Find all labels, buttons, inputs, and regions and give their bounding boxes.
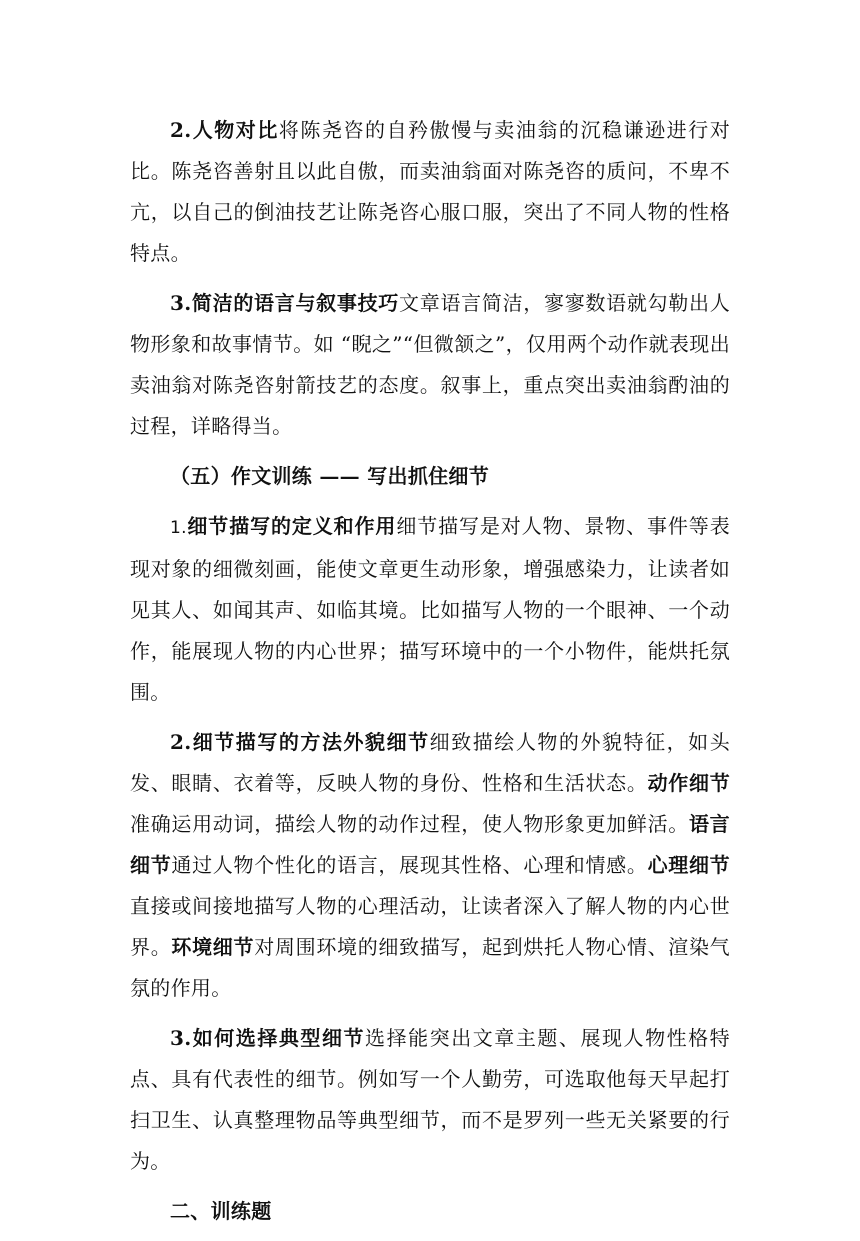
document-body <box>130 110 730 1241</box>
subtitle-action-detail: 动作细节 <box>647 771 731 795</box>
paragraph-title: 细节描写的定义和作用 <box>186 514 397 538</box>
paragraph-text: 细节描写是对人物、景物、事件等表现对象的细微刻画，能使文章更生动形象，增强感染力，让读者如见其人、如闻其声、如临其境。比如描写人物的一个眼神、一个动作，能展现人物的内心世界；描写环境中的一个小物件，能烘托氛围。 <box>130 514 730 704</box>
paragraph-text: 细致描绘人物的外貌特征，如头发、眼睛、衣着等，反映人物的身份、性格和生活状态。 <box>130 730 730 795</box>
subtitle-language-detail: 语言细节 <box>130 812 730 877</box>
paragraph-text: 将陈尧咨的自矜傲慢与卖油翁的沉稳谦逊进行对比。陈尧咨善射且以此自傲，而卖油翁面对陈尧咨的质问，不卑不亢，以自己的倒油技艺让陈尧咨心服口服，突出了不同人物的性格特点。 <box>130 118 730 265</box>
paragraph-title: 2.细节描写的方法外貌细节 <box>170 730 430 754</box>
paragraph-title: 2.人物对比 <box>170 118 279 142</box>
paragraph-text: 选择能突出文章主题、展现人物性格特点、具有代表性的细节。例如写一个人勤劳，可选取他每天早起打扫卫生、认真整理物品等典型细节，而不是罗列一些无关紧要的行为。 <box>130 1026 730 1173</box>
section-heading-training-questions: 二、训练题 <box>170 1199 272 1223</box>
paragraph-title: 3.简洁的语言与叙事技巧 <box>170 291 400 315</box>
paragraph-text: 通过人物个性化的语言，展现其性格、心理和情感。 <box>171 853 648 877</box>
paragraph-text: 对周围环境的细致描写，起到烘托人物心情、渲染气氛的作用。 <box>130 935 730 1000</box>
paragraph-text: 文章语言简洁，寥寥数语就勾勒出人物形象和故事情节。如 “睨之”“但微颔之”，仅用两个动作就表现出卖油翁对陈尧咨射箭技艺的态度。叙事上，重点突出卖油翁酌油的过程，详略得当。 <box>130 291 730 438</box>
section-heading-writing-training: （五）作文训练 —— 写出抓住细节 <box>170 464 490 488</box>
subtitle-environment-detail: 环境细节 <box>171 935 255 959</box>
paragraph-text: 直接或间接地描写人物的心理活动，让读者深入了解人物的内心世界。 <box>130 894 730 959</box>
subtitle-psychology-detail: 心理细节 <box>647 853 730 877</box>
paragraph-text: 准确运用动词，描绘人物的动作过程，使人物形象更加鲜活。 <box>130 812 689 836</box>
paragraph-typical-detail <box>130 1018 730 1182</box>
paragraph-concise-language <box>130 283 730 447</box>
paragraph-detail-definition <box>130 506 730 713</box>
paragraph-title: 3.如何选择典型细节 <box>170 1026 366 1050</box>
paragraph-detail-methods <box>130 722 730 1009</box>
paragraph-character-contrast <box>130 110 730 274</box>
paragraph-number: 1. <box>170 518 187 538</box>
